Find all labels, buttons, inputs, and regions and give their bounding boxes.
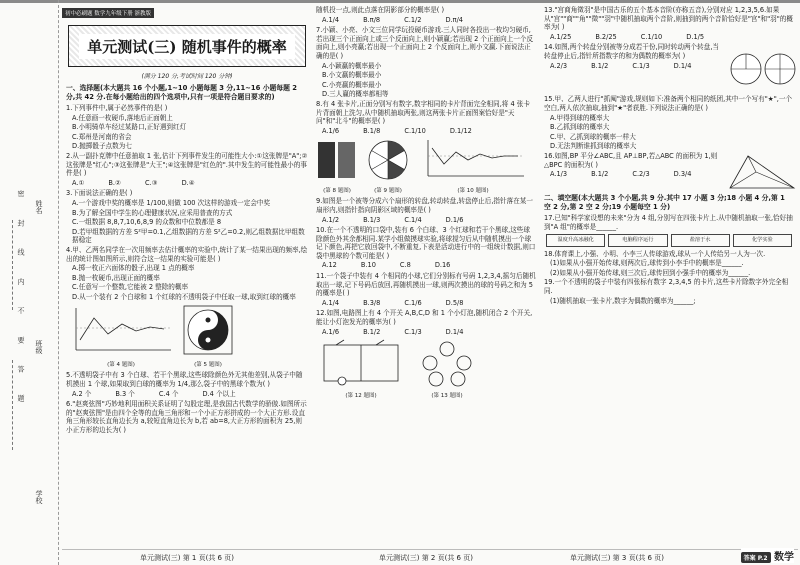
q13-option-b: B.2/25: [595, 32, 617, 41]
question-1: 1.下列事件中,属于必然事件的是( ): [66, 104, 168, 112]
question-7: 7.小颖、小亮、小文三位同学玩投硬币游戏.三人同时各投出一枚均匀硬币,若出现三个正面向上或三个反面向上,则小颖赢;若出现 2 个正面向上一个反面向上,则小亮赢;若出现一个正面向上 2 个反面向上,则小文赢.下面说法正确的是( ): [316, 26, 534, 60]
q1-option-c: C.郑州是河南的省会: [72, 132, 132, 141]
q13-options: [550, 33, 794, 42]
q6-option-b: B.π/8: [363, 15, 381, 24]
card-3: 盐溶于水: [671, 234, 730, 247]
subject-badge: [741, 548, 794, 563]
question-10: 10.在一个不透明的口袋中,装有 6 个白球、3 个红球和若干个黑球,这些球除颜色外其余都相同.某学小组做摸球实验,将球搅匀后从中随机摸出一个球记下颜色,再把它放回袋中,不断重复,下表是活动进行中的一组统计数据,则口袋中黑球的个数可能是( ): [316, 226, 536, 260]
q14-options: [550, 62, 724, 71]
q10-options: [322, 261, 536, 270]
q15-option-d: D.无法判断谁抓到球的概率大: [550, 142, 637, 151]
name-label: 姓名: [35, 200, 43, 214]
card-2: 电脑程序运行: [608, 234, 667, 247]
q12-option-d: D.1/4: [445, 327, 464, 336]
q16-option-b: B.1/2: [591, 170, 609, 179]
q7-option-a: A.小颖赢的概率最小: [322, 61, 382, 70]
page-title: 单元测试(三) 随机事件的概率: [79, 34, 294, 59]
q15-option-c: C.甲、乙抓到球的概率一样大: [550, 132, 636, 141]
section-2-heading: 二、填空题(本大题共 3 个小题,共 9 分.其中 17 小题 3 分;18 小题 4 分,第 1 空 2 分,第 2 空 2 分;19 小题每空 1 分): [544, 193, 785, 211]
title-box: [68, 25, 306, 67]
section-1-heading: 一、选择题(本大题共 16 个小题,1~10 小题每题 3 分,11~16 小题每题 2 分,共 42 分.在每小题给出的四个选项中,只有一项是符合题目要求的): [66, 84, 297, 101]
figure-5-caption: (第 5 题图): [194, 362, 222, 369]
figure-8: [316, 138, 358, 194]
question-18: 18.体育课上,小强、小明、小李三人传球游戏,球从一个人传给另一人为一次.: [544, 249, 766, 258]
question-17: 17.已知"科学家设想的未来"分为 4 组,分别写在四张卡片上.从中随机抽取一张,恰好抽到"A 组"的概率是______.: [544, 213, 793, 231]
question-8: 8.有 4 张卡片,正面分别写有数字,数字相同的卡片背面完全相同,将 4 张卡片背面朝上洗匀,从中随机抽取两张,则这两张卡片正面图案恰好是"天问"和"北斗"的概率是( ): [316, 99, 530, 126]
figure-10: [418, 138, 528, 194]
two-spinners-figure: [728, 43, 798, 95]
triangle-figure: [726, 152, 798, 192]
question-2: 2.从一副扑克牌中任意抽取 1 张,估计下列事件发生的可能性大小:①这张牌是"A";②这张牌是"红心";③这张牌是"大王";④这张牌是"红色的".其中发生的可能性最小的事件是( ): [66, 151, 308, 178]
q16-options: [550, 170, 722, 179]
q11-option-c: C.1/6: [404, 298, 422, 307]
question-11: 11.一个袋子中装有 4 个相同的小球,它们分别标有号码 1,2,3,4,摇匀后随机取出一球,记下号码后放回,再随机摸出一球,则两次摸出的球的号码之和为 5 的概率是( ): [316, 272, 536, 298]
header-tag: 初中必刷题 数学九年级下册 浙教版: [62, 8, 154, 18]
q11-option-d: D.5/8: [445, 298, 464, 307]
figure-5: [182, 304, 234, 368]
frequency-line-figure: [66, 304, 176, 356]
q9-option-c: C.1/4: [404, 215, 422, 224]
seal-dash: [12, 220, 14, 310]
q14-option-c: C.1/3: [632, 61, 650, 70]
frequency-chart-figure: [418, 138, 528, 182]
q14-option-a: A.2/3: [550, 61, 568, 70]
q7-option-c: C.小亮赢的概率最小: [322, 80, 382, 89]
q18-part-2: (2)如果从小强开始传球,则三次后,球传回到小强手中的概率为______.: [550, 268, 751, 277]
q14-row: [540, 43, 798, 95]
q10-option-d: D.16: [434, 261, 451, 270]
page-1-footer: 单元测试(三) 第 1 页(共 6 页): [62, 549, 312, 563]
page-2-footer: 单元测试(三) 第 2 页(共 6 页): [312, 549, 540, 563]
question-15: 15.甲、乙两人进行"抓阄"游戏,规则如下:准备两个相同的纸团,其中一个写有"★",一个空白,两人依次抽取,抽到"★"者获胜.下列说法正确的是( ): [544, 95, 793, 112]
q11-options: [322, 299, 536, 308]
school-label: 学校: [35, 490, 43, 504]
q16-option-d: D.3/4: [673, 170, 692, 179]
binding-margin: [0, 0, 59, 565]
circuit-figure: [316, 339, 406, 387]
q6-option-d: D.π/4: [445, 15, 463, 24]
q1-option-d: D.抛掷骰子点数为七: [72, 142, 132, 151]
q16-option-c: C.2/3: [632, 170, 650, 179]
q1-option-b: B.小明骑单车经过某路口,正好遇到红灯: [72, 123, 187, 132]
question-6: 6."赵爽弦图"巧妙地利用面积关系证明了勾股定理,是我国古代数学的骄傲.如图所示的"赵爽弦图"是由四个全等的直角三角形和一个小正方形拼成的一个大正方形.设直角三角形较长直角边长为 a,较短直角边长为 b,若 ab=8,大正方形的面积为 25,则小正方形的边长为( ): [66, 400, 307, 435]
q10-option-a: A.12: [322, 261, 337, 270]
q10-option-c: C.8: [399, 261, 411, 270]
class-label: 班级: [35, 340, 43, 354]
q4-option-a: A.掷一枚正六面体的骰子,出现 1 点的概率: [72, 264, 195, 273]
question-19: 19.一个不透明的袋子中装有四张标有数字 2,3,4,5 的卡片,这些卡片除数字外完全相同.: [544, 278, 789, 295]
figure-4: [66, 304, 176, 368]
seal-dash: [12, 360, 14, 450]
q9-option-d: D.1/6: [445, 215, 464, 224]
q16-option-a: A.1/3: [550, 170, 568, 179]
figure-8-caption: (第 8 题图): [323, 188, 351, 195]
q6-option-a: A.1/4: [322, 15, 340, 24]
q15-option-a: A.甲得到球的概率大: [550, 113, 610, 122]
yin-yang-figure: [182, 304, 234, 356]
q3-option-d: D.若甲组数据的方差 S²甲=0.1,乙组数据的方差 S²乙=0.2,则乙组数据比甲组数据稳定: [72, 227, 305, 245]
q5-option-a: A.2 个: [72, 389, 92, 398]
q6-option-c: C.1/2: [404, 15, 422, 24]
figure-9: [364, 138, 412, 194]
q3-option-c: C.一组数据 8,8,7,10,6,8,9 的众数和中位数都是 8: [72, 218, 222, 227]
q16-row: [540, 152, 798, 192]
q18-part-1: (1)如果从小强开始传球,则两次后,球传到小李手中的概率是______.: [550, 259, 744, 268]
q8-option-d: D.1/12: [449, 126, 472, 135]
q2-options: [72, 179, 308, 188]
q4-option-c: C.任意写一个整数,它能被 2 整除的概率: [72, 283, 189, 292]
q6-options: [322, 16, 536, 25]
spinner-figure: [364, 138, 412, 182]
q14-option-d: D.1/4: [673, 61, 692, 70]
q9-option-a: A.1/2: [322, 215, 340, 224]
q19-part-1: (1)随机抽取一张卡片,数字为偶数的概率为______;: [550, 296, 696, 305]
q13-option-a: A.1/25: [550, 32, 572, 41]
q5-option-d: D.4 个以上: [202, 389, 236, 398]
question-4: 4.甲、乙两名同学在一次用频率去估计概率的实验中,统计了某一结果出现的频率,绘出的统计图如图所示,则符合这一结果的实验可能是( ): [66, 245, 308, 263]
question-9: 9.如图是一个被等分成六个扇形的转盘,转动转盘,转盘停止后,指针落在某一扇形内,则指针指向阴影区域的概率是( ): [316, 197, 533, 214]
q1-option-a: A.任意画一枚硬币,落地后正面朝上: [72, 113, 173, 122]
question-14: 14.如图,两个转盘分别被等分成若干份,同时转动两个转盘,当转盘停止后,指针所指数字的和为偶数的概率为( ): [544, 43, 720, 60]
q14-block: [540, 43, 728, 95]
q13-option-d: D.1/5: [686, 32, 705, 41]
column-2: [312, 0, 540, 565]
q10-option-b: B.10: [360, 261, 376, 270]
q2-option-b: B.②: [108, 178, 121, 187]
q17-cards: [546, 234, 792, 247]
q8-option-b: B.1/8: [363, 126, 381, 135]
q14-option-b: B.1/2: [591, 61, 609, 70]
page-3-footer-text: 单元测试(三) 第 3 页(共 6 页): [570, 554, 664, 562]
q2-option-d: D.④: [181, 178, 195, 187]
q12-option-c: C.1/3: [404, 327, 422, 336]
figure-13-caption: (第 13 题图): [431, 393, 463, 400]
figure-10-caption: (第 10 题图): [457, 188, 489, 195]
figure-9-caption: (第 9 题图): [374, 188, 402, 195]
q12-option-a: A.1/6: [322, 327, 340, 336]
figures-4-5: [66, 304, 308, 368]
q5-option-b: B.3 个: [115, 389, 135, 398]
q8-option-a: A.1/6: [322, 126, 340, 135]
q11-option-a: A.1/4: [322, 298, 340, 307]
q3-option-a: A.一个游戏中奖的概率是 1/100,则做 100 次这样的游戏一定会中奖: [72, 198, 271, 207]
figure-4-caption: (第 4 题图): [107, 362, 135, 369]
notes-circle-figure: [412, 339, 482, 387]
q2-option-a: A.①: [72, 178, 85, 187]
figure-13: [412, 339, 482, 399]
question-13: 13."宫商角徵羽"是中国古乐的五个基本音阶(亦称五音),分别对应 1,2,3,5,6.如果从"宫""商""角""徵""羽"中随机抽取两个音阶,则抽到的两个音阶恰好是"宫"和"羽"的概率为( ): [544, 6, 793, 32]
column-1: [62, 0, 312, 565]
question-12: 12.如图,电路图上有 4 个开关 A,B,C,D 和 1 个小灯泡,随机闭合 2 个开关,能让小灯泡发光的概率为( ): [316, 309, 533, 327]
q7-option-d: D.三人赢的概率都相等: [322, 90, 389, 99]
card-1: 温度升高冰融化: [546, 234, 605, 247]
q11-option-b: B.3/8: [363, 298, 381, 307]
question-16: 16.如图,BP 平分∠ABC,且 AP⊥BP,若△ABC 的面积为 1,则△BPC 的面积为( ): [544, 151, 718, 169]
exam-meta: (满分 120 分,考试时间 120 分钟): [141, 73, 233, 80]
q2-option-c: C.③: [144, 178, 158, 187]
answer-page-tag: 答案 P.2: [741, 552, 771, 563]
q4-option-d: D.从一个装有 2 个白球和 1 个红球的不透明袋子中任取一球,取到红球的概率: [72, 292, 296, 301]
question-5: 5.不透明袋子中有 3 个白球、若干个黑球,这些球除颜色外无其他差别,从袋子中随机摸出 1 个球,如果取到白球的概率为 1/4,那么袋子中的黑球个数为( ): [66, 371, 303, 389]
cards-figure: [316, 138, 358, 182]
column-3: [540, 0, 798, 565]
q5-options: [72, 390, 308, 399]
q3-option-b: B.为了解全国中学生的心理健康状况,应采用普查的方式: [72, 208, 233, 217]
figures-12-13: [316, 339, 536, 399]
seal-line-text: 密 封 线 内 不 要 答 题: [17, 190, 25, 412]
q9-option-b: B.1/3: [363, 215, 381, 224]
q4-option-b: B.抛一枚硬币,出现正面的概率: [72, 273, 160, 282]
question-3: 3.下面说法正确的是( ): [66, 189, 133, 198]
q12-options: [322, 328, 536, 337]
figure-12-caption: (第 12 题图): [345, 393, 377, 400]
figures-8-10: [316, 138, 536, 194]
subject-label: 数学: [774, 552, 794, 563]
q8-option-c: C.1/10: [404, 126, 426, 135]
q7-option-b: B.小文赢的概率最小: [322, 71, 382, 80]
q8-options: [322, 127, 536, 136]
q15-option-b: B.乙抓到球的概率大: [550, 123, 610, 132]
q12-option-b: B.1/2: [363, 327, 381, 336]
q13-option-c: C.1/10: [640, 32, 663, 41]
card-4: 化学实验: [733, 234, 792, 247]
q16-block: [540, 152, 726, 192]
question-6-cont: 随机投一点,则此点落在阴影部分的概率是( ): [316, 6, 445, 14]
figure-12: [316, 339, 406, 399]
q5-option-c: C.4 个: [158, 389, 179, 398]
q9-options: [322, 216, 536, 225]
